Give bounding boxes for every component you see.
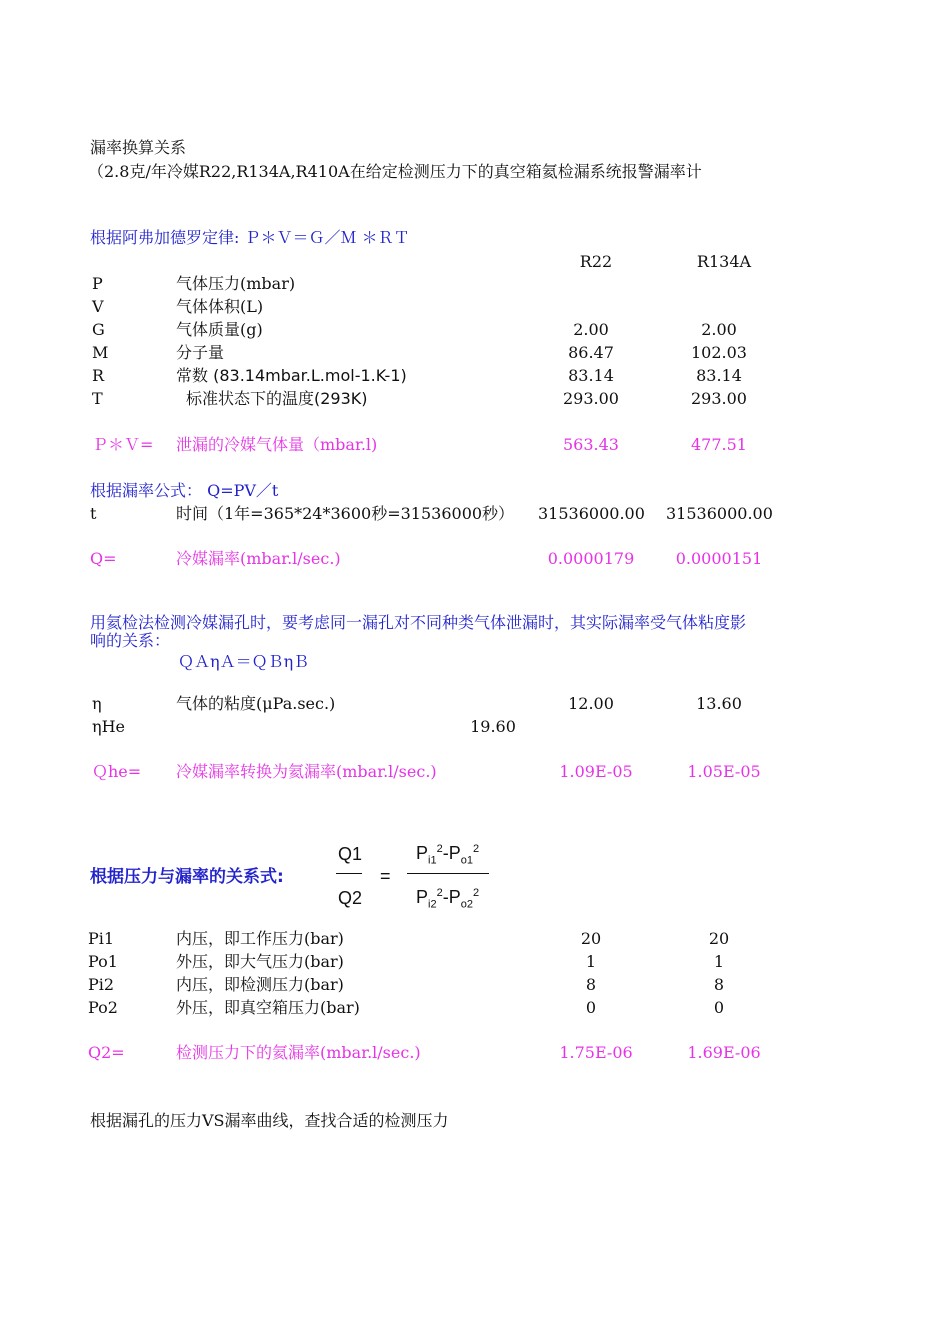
value-r22: 12.00 [568, 694, 614, 713]
row-sym: T [92, 389, 103, 408]
row-desc: 时间（1年=365*24*3600秒=31536000秒） [176, 504, 515, 523]
row-desc: 外压，即大气压力(bar) [176, 952, 344, 971]
value-r22: 20 [580, 929, 602, 948]
row-desc: 常数 (83.14mbar.L.mol-1.K-1) [176, 366, 407, 385]
row-sym: Po1 [88, 952, 118, 971]
value-r134a: 8 [713, 975, 725, 994]
result-desc: 冷媒漏率(mbar.l/sec.) [176, 549, 341, 568]
formula-q1: Q1 [338, 844, 363, 864]
avogadro-heading: 根据阿弗加德罗定律: Ｐ＊Ｖ＝Ｇ／Ｍ ＊ＲＴ [90, 228, 410, 247]
row-sym: R [92, 366, 105, 385]
viscosity-heading: 用氦检法检测冷媒漏孔时，要考虑同一漏孔对不同种类气体泄漏时，其实际漏率受气体粘度影 [90, 614, 747, 632]
value-r134a: 0 [713, 998, 725, 1017]
value-r134a: 102.03 [691, 343, 747, 362]
value-r22: 0 [585, 998, 597, 1017]
value-r134a: 83.14 [696, 366, 742, 385]
row-desc: 气体质量(g) [176, 320, 263, 339]
row-desc: 标准状态下的温度(293K) [186, 389, 368, 408]
formula-fraction-line-left [336, 873, 362, 874]
result-r22: 0.0000179 [547, 549, 635, 568]
result-r22: 1.75E-06 [559, 1043, 633, 1062]
value-r22: 31536000.00 [538, 504, 645, 523]
value-r134a: 2.00 [701, 320, 737, 339]
result-desc: 检测压力下的氦漏率(mbar.l/sec.) [176, 1043, 421, 1062]
result-sym: Q= [90, 549, 117, 568]
col-header-r134a: R134A [696, 252, 752, 271]
row-sym: Po2 [88, 998, 118, 1017]
row-sym: G [92, 320, 105, 339]
row-sym: P [92, 274, 103, 293]
row-sym: Pi1 [88, 929, 115, 948]
result-sym: Q2= [88, 1043, 125, 1062]
result-desc: 泄漏的冷媒气体量（mbar.l) [176, 435, 378, 454]
formula-equals: = [380, 866, 391, 886]
value-r134a: 1 [713, 952, 725, 971]
value-r134a: 13.60 [696, 694, 742, 713]
result-r134a: 1.69E-06 [687, 1043, 761, 1062]
formula-q2: Q2 [338, 888, 363, 908]
row-desc: 外压，即真空箱压力(bar) [176, 998, 360, 1017]
value-r22: 293.00 [563, 389, 619, 408]
formula-denominator: $P_{i2}^2-P_{o2}^2$ [416, 887, 480, 911]
row-sym: M [92, 343, 109, 362]
value-r22: 2.00 [573, 320, 609, 339]
value-r134a: 293.00 [691, 389, 747, 408]
result-r134a: 1.05E-05 [687, 762, 761, 781]
row-sym: η [92, 694, 102, 713]
row-sym: ηHe [92, 717, 126, 736]
viscosity-heading-cont: 响的关系： [90, 631, 171, 650]
page-title: 漏率换算关系 [90, 138, 187, 157]
result-r22: 563.43 [563, 435, 619, 454]
row-sym: V [92, 297, 104, 316]
page-subtitle: （2.8克/年冷媒R22,R134A,R410A在给定检测压力下的真空箱氦检漏系统报警漏率计 [88, 162, 702, 181]
row-desc: 气体压力(mbar) [176, 274, 296, 293]
value-r22: 1 [585, 952, 597, 971]
result-r22: 1.09E-05 [559, 762, 633, 781]
viscosity-formula: ＱＡηＡ＝ＱＢηＢ [178, 652, 310, 671]
result-desc: 冷媒漏率转换为氦漏率(mbar.l/sec.) [176, 762, 437, 781]
result-sym: Ｐ＊Ｖ= [92, 435, 154, 454]
result-sym: Ｑhe= [92, 762, 142, 781]
row-desc: 内压，即工作压力(bar) [176, 929, 344, 948]
helium-viscosity-value: 19.60 [470, 717, 516, 736]
pressure-relation-heading: 根据压力与漏率的关系式: [90, 867, 284, 887]
leak-formula-heading: 根据漏率公式： Q=PV／t [90, 481, 279, 500]
footer-note: 根据漏孔的压力VS漏率曲线，查找合适的检测压力 [90, 1111, 449, 1130]
value-r22: 83.14 [568, 366, 614, 385]
row-desc: 气体体积(L) [176, 297, 264, 316]
row-desc: 分子量 [176, 343, 225, 362]
row-desc: 内压，即检测压力(bar) [176, 975, 344, 994]
result-r134a: 477.51 [691, 435, 747, 454]
value-r22: 86.47 [568, 343, 614, 362]
row-sym: t [90, 504, 97, 523]
row-desc: 气体的粘度(μPa.sec.) [176, 694, 336, 713]
formula-fraction-line-right [407, 873, 489, 874]
value-r134a: 20 [708, 929, 730, 948]
col-header-r22: R22 [579, 252, 613, 271]
row-sym: Pi2 [88, 975, 115, 994]
value-r134a: 31536000.00 [666, 504, 773, 523]
result-r134a: 0.0000151 [675, 549, 763, 568]
formula-numerator: $P_{i1}^2-P_{o1}^2$ [416, 843, 480, 867]
value-r22: 8 [585, 975, 597, 994]
